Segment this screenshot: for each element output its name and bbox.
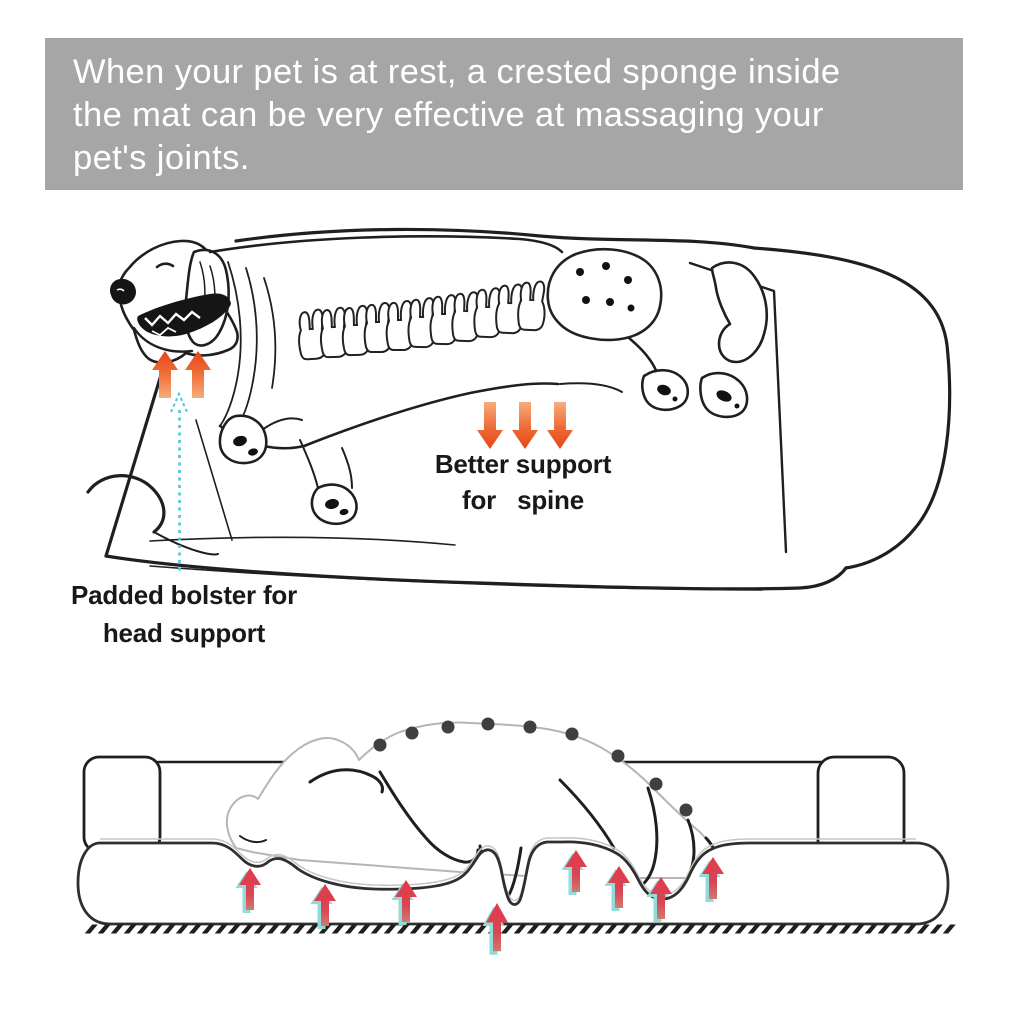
spine-support-arrows bbox=[477, 402, 573, 449]
headline-line-2: the mat can be very effective at massaging your bbox=[73, 96, 824, 134]
spine-support-label-line2: for spine bbox=[462, 485, 584, 515]
headline-line-1: When your pet is at rest, a crested sponge inside bbox=[73, 53, 841, 91]
bolster-label-line1: Padded bolster for bbox=[70, 580, 298, 610]
dog-body-outline bbox=[227, 722, 714, 878]
bolster-label-line2: head support bbox=[102, 618, 266, 648]
dog-tail bbox=[712, 262, 767, 362]
pet-bed-perspective-illustration bbox=[88, 229, 950, 590]
bolster-support-label bbox=[68, 576, 300, 652]
headline-line-3: pet's joints. bbox=[73, 139, 250, 177]
left-bolster-side bbox=[84, 757, 160, 852]
head-support-arrows bbox=[152, 351, 211, 398]
spine-support-label-line1: Better support bbox=[434, 449, 612, 479]
pet-bed-side-view-illustration bbox=[78, 718, 954, 955]
spine-support-label bbox=[423, 446, 623, 518]
spine-illustration bbox=[297, 249, 661, 359]
